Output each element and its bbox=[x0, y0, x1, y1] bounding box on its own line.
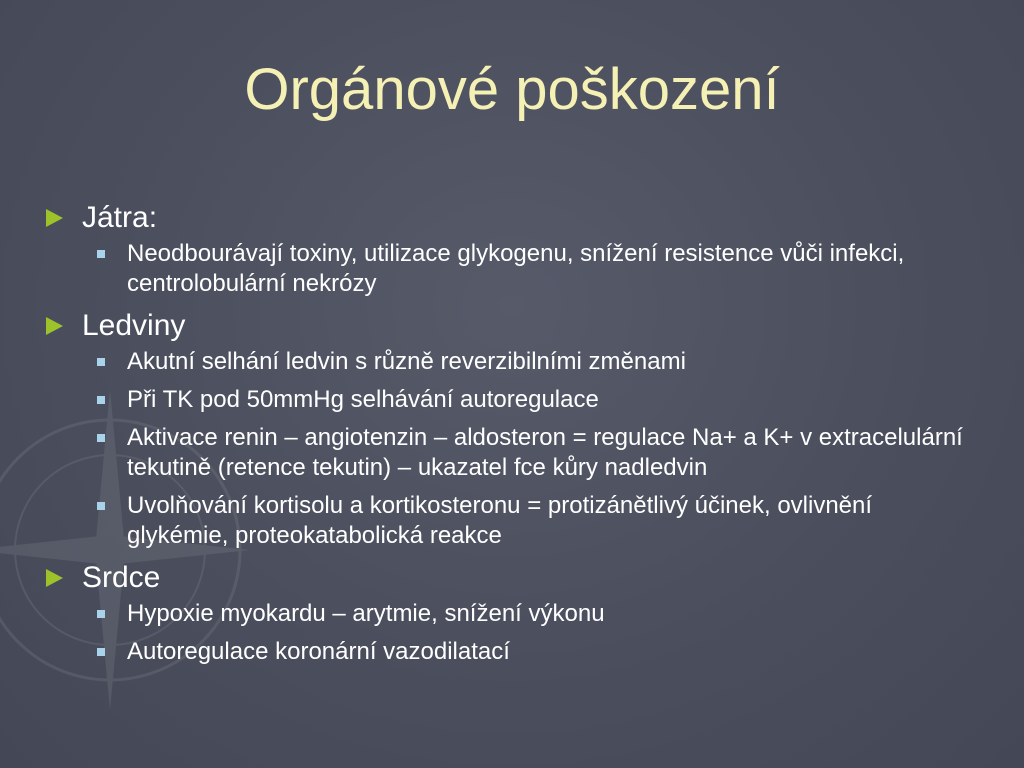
section-heading bbox=[46, 199, 966, 239]
section-heading-text: Ledviny bbox=[82, 309, 186, 342]
list-item bbox=[46, 637, 966, 667]
triangle-arrow-icon bbox=[46, 569, 63, 587]
triangle-arrow-icon bbox=[46, 209, 63, 227]
list-item bbox=[46, 347, 966, 377]
section-heading bbox=[46, 559, 966, 599]
section-srdce bbox=[46, 559, 966, 667]
square-bullet-icon bbox=[97, 502, 105, 510]
list-item bbox=[46, 239, 966, 299]
list-item-text: Autoregulace koronární vazodilatací bbox=[127, 638, 510, 665]
section-ledviny bbox=[46, 307, 966, 551]
list-item bbox=[46, 423, 966, 483]
list-item-text: Uvolňování kortisolu a kortikosteronu = protizánětlivý účinek, ovlivnění glykémie, proteokatabolická reakce bbox=[127, 492, 873, 549]
list-item-text: Akutní selhání ledvin s různě reverzibilními změnami bbox=[127, 348, 686, 375]
section-heading-text: Srdce bbox=[82, 561, 161, 594]
list-item-text: Neodbourávají toxiny, utilizace glykogenu, snížení resistence vůči infekci, centrolobulární nekrózy bbox=[127, 240, 905, 297]
section-heading-text: Játra: bbox=[82, 201, 158, 234]
slide-title: Orgánové poškození bbox=[244, 57, 780, 122]
square-bullet-icon bbox=[97, 396, 105, 404]
square-bullet-icon bbox=[97, 434, 105, 442]
square-bullet-icon bbox=[97, 610, 105, 618]
list-item bbox=[46, 491, 966, 551]
list-item bbox=[46, 599, 966, 629]
list-item bbox=[46, 385, 966, 415]
square-bullet-icon bbox=[97, 250, 105, 258]
square-bullet-icon bbox=[97, 358, 105, 366]
list-item-text: Při TK pod 50mmHg selhávání autoregulace bbox=[127, 386, 599, 413]
bullet-list bbox=[46, 239, 966, 299]
bullet-list bbox=[46, 599, 966, 667]
square-bullet-icon bbox=[97, 648, 105, 656]
section-jatra bbox=[46, 199, 966, 299]
list-item-text: Hypoxie myokardu – arytmie, snížení výkonu bbox=[127, 600, 605, 627]
bullet-list bbox=[46, 347, 966, 551]
triangle-arrow-icon bbox=[46, 317, 63, 335]
list-item-text: Aktivace renin – angiotenzin – aldosteron = regulace Na+ a K+ v extracelulární tekutině (retence tekutin) – ukazatel fce kůry nadledvin bbox=[127, 424, 963, 481]
slide-content bbox=[46, 195, 966, 675]
section-heading bbox=[46, 307, 966, 347]
